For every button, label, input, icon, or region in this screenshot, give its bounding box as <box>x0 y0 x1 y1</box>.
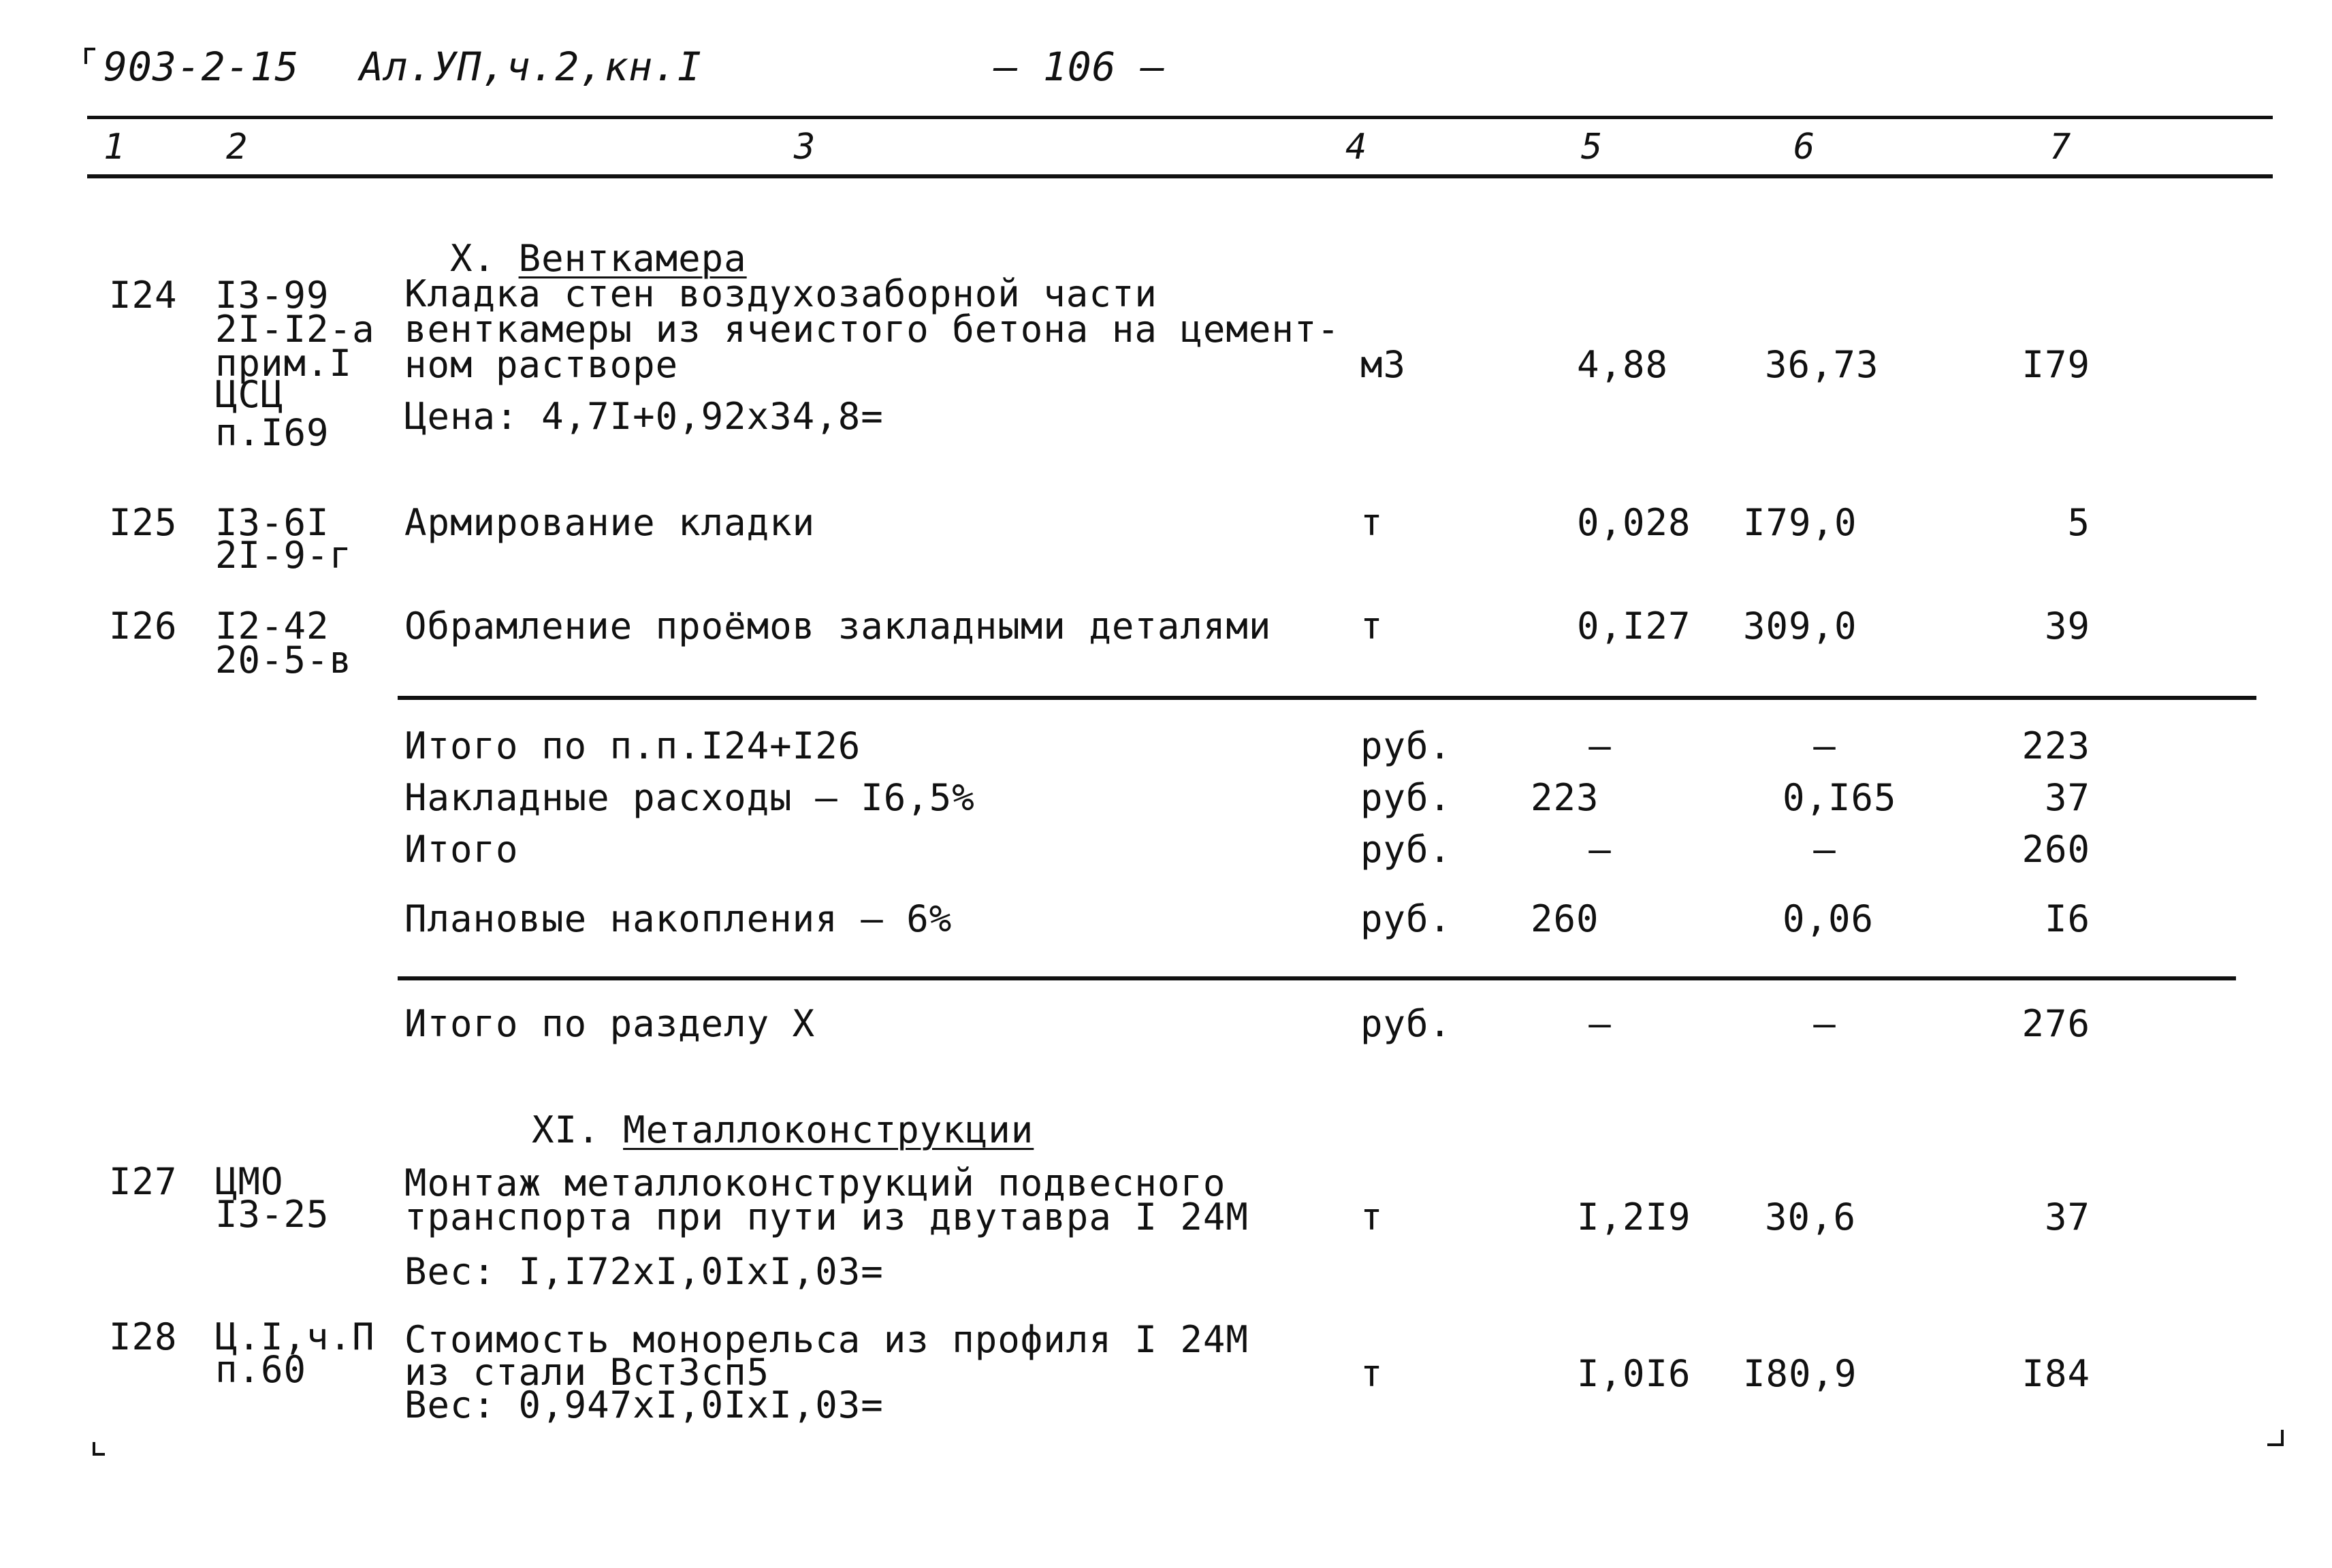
totals-col6: – <box>1813 828 1836 871</box>
section-number: X. <box>450 237 496 280</box>
rate-code: 2I-9-г <box>215 534 353 577</box>
totals-col7: 37 <box>2044 776 2090 819</box>
quantity: 4,88 <box>1577 343 1669 386</box>
totals-col7: I6 <box>2044 897 2090 940</box>
totals-unit: руб. <box>1360 897 1452 940</box>
work-description: транспорта при пути из двутавра I 24М <box>404 1196 1249 1238</box>
row-total: 5 <box>2067 501 2090 544</box>
totals-col6: 0,I65 <box>1783 776 1897 819</box>
rate-code: 20-5-в <box>215 639 353 682</box>
totals-col6: 0,06 <box>1783 897 1874 940</box>
column-number: 4 <box>1345 127 1368 167</box>
weight-note: Вес: 0,947xI,0IxI,03= <box>404 1383 884 1426</box>
column-number: 6 <box>1793 127 1816 167</box>
section-total-col5: – <box>1588 1002 1612 1045</box>
unit: м3 <box>1360 343 1407 386</box>
item-number: I24 <box>109 274 178 317</box>
unit-price: 309,0 <box>1743 605 1857 647</box>
quantity: 0,I27 <box>1577 605 1691 647</box>
totals-col5: – <box>1588 828 1612 871</box>
totals-col5: – <box>1588 724 1612 767</box>
rate-code: I3-99 <box>215 274 330 317</box>
album-ref: Ал.УП,ч.2,кн.I <box>360 44 702 90</box>
unit: т <box>1360 605 1384 647</box>
section-heading-x <box>404 206 747 280</box>
section-title: Металлоконструкции <box>623 1108 1034 1151</box>
quantity: 0,028 <box>1577 501 1691 544</box>
price-note: Цена: 4,7I+0,92x34,8= <box>404 395 884 438</box>
unit-price: 30,6 <box>1765 1196 1857 1238</box>
quantity: I,2I9 <box>1577 1196 1691 1238</box>
totals-col5: 223 <box>1531 776 1599 819</box>
work-description: венткамеры из ячеистого бетона на цемент- <box>404 308 1340 351</box>
item-number: I26 <box>109 605 178 647</box>
section-total-label: Итого по разделу X <box>404 1002 816 1045</box>
rate-code: ЦМО <box>215 1160 284 1203</box>
totals-label: Итого по п.п.I24+I26 <box>404 724 861 767</box>
weight-note: Вес: I,I72xI,0IxI,03= <box>404 1250 884 1293</box>
totals-unit: руб. <box>1360 828 1452 871</box>
unit: т <box>1360 501 1384 544</box>
header-bottom-rule <box>87 174 2273 178</box>
item-number: I28 <box>109 1315 178 1358</box>
work-description: из стали Вст3сп5 <box>404 1351 770 1394</box>
rate-code: ЦСЦ <box>215 373 284 416</box>
totals-col7: 223 <box>2022 724 2090 767</box>
corner-mark-top-left <box>84 48 95 64</box>
section-title: Венткамера <box>518 237 747 280</box>
section-total-col6: – <box>1813 1002 1836 1045</box>
rate-code: п.I69 <box>215 411 330 454</box>
page-number: – 106 – <box>994 44 1166 90</box>
work-description: Монтаж металлоконструкций подвесного <box>404 1162 1226 1204</box>
work-description: ном растворе <box>404 343 679 386</box>
work-description: Обрамление проёмов закладными деталями <box>404 605 1272 647</box>
totals-unit: руб. <box>1360 724 1452 767</box>
rate-code: 2I-I2-а <box>215 308 375 351</box>
work-description: Стоимость монорельса из профиля I 24М <box>404 1318 1249 1361</box>
corner-mark-bottom-left <box>93 1442 105 1456</box>
unit: т <box>1360 1196 1384 1238</box>
unit-price: I79,0 <box>1743 501 1857 544</box>
section-total-col7: 276 <box>2022 1002 2090 1045</box>
totals-label: Накладные расходы – I6,5% <box>404 776 975 819</box>
unit: т <box>1360 1352 1384 1395</box>
totals-col6: – <box>1813 724 1836 767</box>
column-number: 5 <box>1581 127 1603 167</box>
column-number: 7 <box>2049 127 2072 167</box>
rate-code: I3-25 <box>215 1193 330 1236</box>
work-description: Армирование кладки <box>404 501 816 544</box>
totals-label: Плановые накопления – 6% <box>404 897 953 940</box>
column-number: 3 <box>794 127 816 167</box>
section-total-unit: руб. <box>1360 1002 1452 1045</box>
rate-code: п.60 <box>215 1348 307 1391</box>
section-number: XI. <box>532 1108 601 1151</box>
totals-label: Итого <box>404 828 519 871</box>
section-heading-xi <box>486 1077 1034 1151</box>
unit-price: 36,73 <box>1765 343 1879 386</box>
rate-code: I3-6I <box>215 501 330 544</box>
row-total: 37 <box>2044 1196 2090 1238</box>
unit-price: I80,9 <box>1743 1352 1857 1395</box>
subtotal-rule <box>398 696 2256 700</box>
section-total-rule <box>398 976 2236 980</box>
doc-code: 903-2-15 <box>103 44 300 90</box>
totals-col7: 260 <box>2022 828 2090 871</box>
quantity: I,0I6 <box>1577 1352 1691 1395</box>
totals-unit: руб. <box>1360 776 1452 819</box>
row-total: I84 <box>2022 1352 2090 1395</box>
rate-code: прим.I <box>215 342 353 385</box>
header-top-rule <box>87 116 2273 119</box>
column-number: 1 <box>103 127 126 167</box>
rate-code: Ц.I,ч.П <box>215 1315 375 1358</box>
row-total: I79 <box>2022 343 2090 386</box>
totals-col5: 260 <box>1531 897 1599 940</box>
row-total: 39 <box>2044 605 2090 647</box>
rate-code: I2-42 <box>215 605 330 647</box>
column-number: 2 <box>226 127 249 167</box>
item-number: I27 <box>109 1160 178 1203</box>
item-number: I25 <box>109 501 178 544</box>
corner-mark-bottom-right <box>2267 1430 2284 1446</box>
work-description: Кладка стен воздухозаборной части <box>404 272 1157 315</box>
